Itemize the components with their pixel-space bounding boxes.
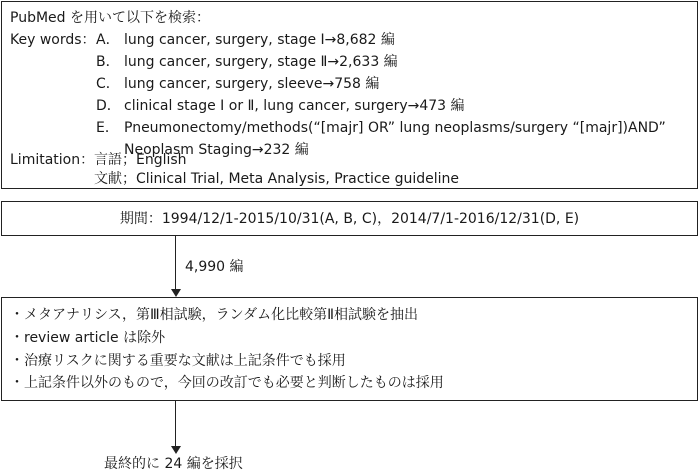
limitation-label: Limitation： [10, 152, 95, 168]
keyword-text-a: lung cancer, surgery, stage Ⅰ→8,682 編 [124, 32, 395, 48]
period-text: 期間：1994/12/1-2015/10/31(A, B, C)，2014/7/1-2016/12/31(D, E) [119, 211, 580, 227]
keyword-letter-d: D． [96, 98, 121, 114]
keyword-letter-e: E． [96, 120, 119, 136]
limitation-document: 文献；Clinical Trial, Meta Analysis, Practice guideline [94, 171, 460, 187]
keyword-text-b: lung cancer, surgery, stage Ⅱ→2,633 編 [124, 54, 398, 70]
keywords-label: Key words： [10, 32, 96, 48]
criteria-item: ・review article は除外 [10, 330, 166, 346]
search-title: PubMed を用いて以下を検索： [10, 10, 210, 26]
flow-arrow-shaft [175, 236, 176, 289]
limitation-language: 言語；English [94, 152, 187, 168]
keyword-letter-c: C． [96, 76, 120, 92]
flow-arrow-head-final [171, 446, 181, 454]
criteria-item: ・上記条件以外のもので，今回の改訂でも必要と判断したものは採用 [10, 375, 444, 391]
search-criteria-box [1, 1, 698, 189]
flow-arrow-head [171, 289, 181, 297]
criteria-item: ・メタアナリシス，第Ⅲ相試験，ランダム化比較第Ⅱ相試験を抽出 [10, 307, 418, 323]
final-selection: 最終的に 24 編を採択 [104, 456, 243, 472]
keyword-letter-b: B． [96, 54, 120, 70]
count-after-period: 4,990 編 [185, 259, 244, 275]
keyword-text-e: Pneumonectomy/methods(“[majr] OR” lung neoplasms/surgery “[majr])AND” [124, 120, 666, 136]
keyword-text-c: lung cancer, surgery, sleeve→758 編 [124, 76, 380, 92]
keyword-text-d: clinical stage Ⅰ or Ⅱ, lung cancer, surgery→473 編 [124, 98, 465, 114]
criteria-item: ・治療リスクに関する重要な文献は上記条件でも採用 [10, 353, 346, 369]
selection-criteria-box [1, 297, 698, 401]
flow-arrow-shaft-final [175, 401, 176, 446]
period-box [1, 201, 698, 236]
keyword-letter-a: A． [96, 32, 120, 48]
keyword-text-e-continued: Neoplasm Staging→232 編 [124, 142, 309, 158]
